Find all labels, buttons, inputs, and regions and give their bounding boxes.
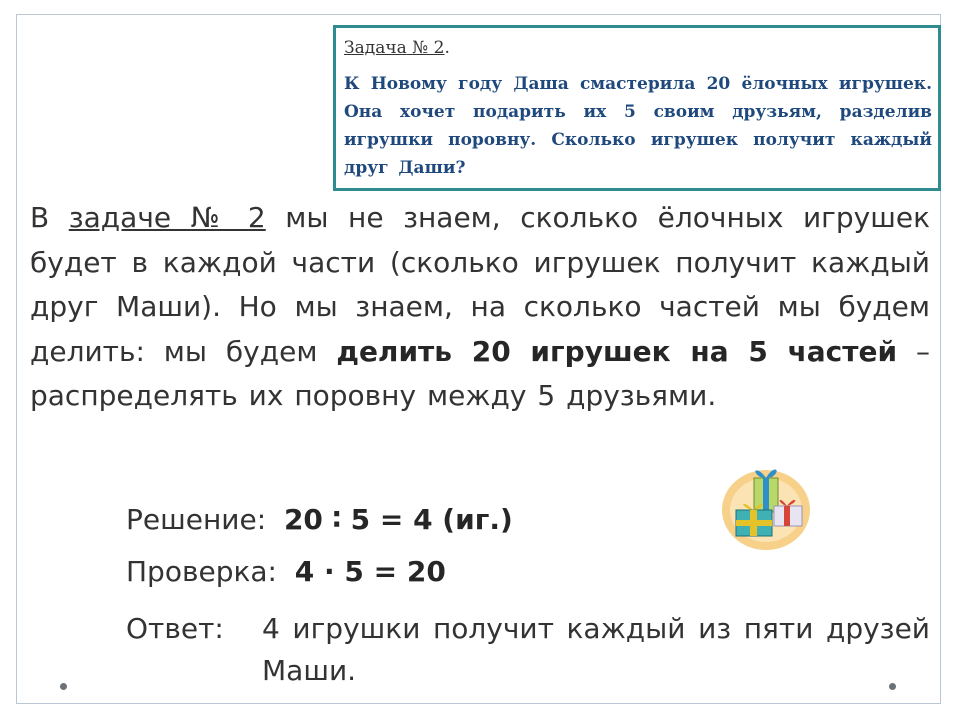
solution-line	[126, 502, 513, 538]
check-line	[126, 554, 446, 590]
explanation-part2: мы не знаем, сколько ёлочных игрушек будет в каждой части (сколько игрушек получит каждый друг Маши). Но мы знаем, на сколько частей мы будем делить: мы будем	[30, 201, 930, 368]
task-title-prefix: Задача	[344, 38, 407, 58]
answer-text: 4 игрушки получит каждый из пяти друзей Маши.	[262, 612, 930, 687]
task-box	[333, 25, 941, 191]
corner-dot-left	[60, 683, 67, 690]
explanation-task-reference: задаче № 2	[68, 201, 266, 234]
explanation-bold: делить 20 игрушек на 5 частей	[336, 334, 898, 368]
task-text: К Новому году Даша смастерила 20 ёлочных игрушек. Она хочет подарить их 5 своим друзьям, разделив игрушки поровну. Сколько игрушек получит каждый друг Даши?	[344, 74, 932, 178]
task-title-suffix: .	[444, 38, 450, 58]
check-label: Проверка:	[126, 555, 277, 588]
explanation-part3: – распределять их поровну между 5 друзьями.	[30, 334, 930, 412]
solution-expression: 20 ∶ 5 = 4 (иг.)	[283, 503, 513, 536]
task-title-number: № 2	[412, 38, 445, 58]
explanation-paragraph	[30, 196, 930, 419]
check-expression: 4 · 5 = 20	[294, 555, 446, 588]
answer-label: Ответ:	[126, 612, 224, 645]
solution-label: Решение:	[126, 503, 267, 536]
task-title	[344, 38, 932, 58]
explanation-part1: В	[30, 201, 69, 234]
gift-boxes-icon	[720, 460, 812, 552]
